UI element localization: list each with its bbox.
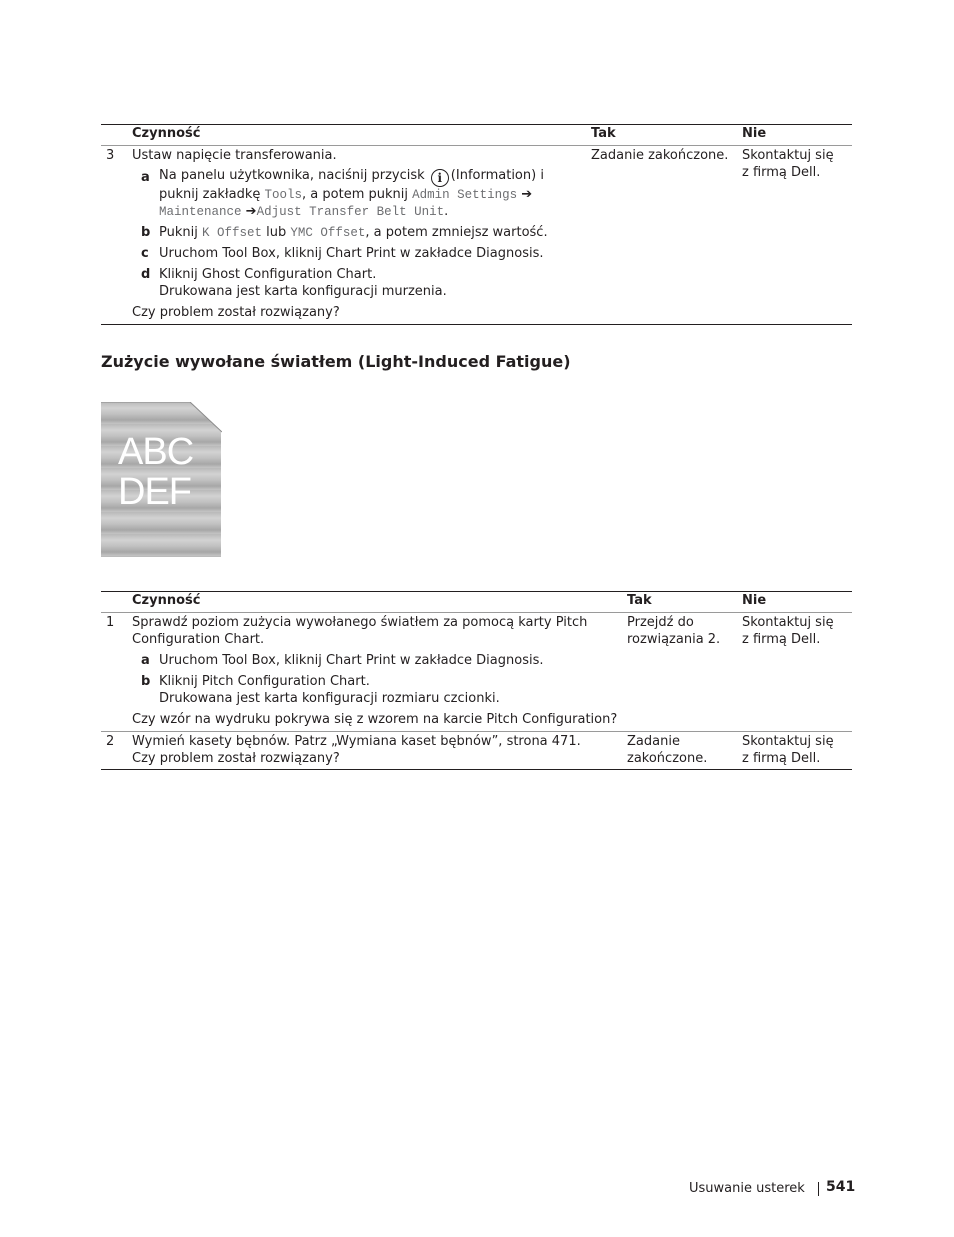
step-c-text: Uruchom [159,246,219,261]
arrow-right-icon: ➔ [521,187,533,202]
maintenance-name: Maintenance [159,205,242,219]
period: . [260,632,265,647]
period: . [539,246,544,261]
table-1-header-rule [101,145,852,146]
step-b-label: b [141,225,151,240]
ymc-offset-name: YMC Offset [290,226,366,240]
step-c-text: w zakładce [399,246,473,261]
step-a-line1 [159,167,544,187]
table-2-row1-no-line1: Skontaktuj się [742,615,834,630]
row1-step-b-line2: Drukowana jest karta konfiguracji rozmiaru czcionki. [159,691,500,706]
table-2-row2-no-line2: z firmą Dell. [742,751,821,766]
sample-text-line2: DEF [118,471,191,513]
step-c-line [159,245,544,262]
step-b-text: Kliknij [159,674,198,689]
step-a-line2 [159,186,532,204]
table-1-header-action: Czynność [132,126,201,141]
table-1-row-title: Ustaw napięcie transferowania. [132,148,337,163]
table-1-header-yes: Tak [591,126,616,141]
step-d-line2: Drukowana jest karta konfiguracji murzenia. [159,284,447,299]
information-label: Information [455,168,532,183]
table-2-header-action: Czynność [132,593,201,608]
table-2-top-rule [101,591,852,592]
step-a-text: , a potem puknij [302,187,408,202]
table-2-row2-yes-line2: zakończone. [627,751,708,766]
table-2-header-rule [101,612,852,613]
period: . [444,204,449,219]
table-2-row1-no-line2: z firmą Dell. [742,632,821,647]
step-a-text: Na panelu użytkownika, naciśnij przycisk [159,168,425,183]
table-2-header-yes: Tak [627,593,652,608]
pitch-configuration-chart-name: Pitch Configuration Chart [201,674,366,689]
diagnosis-name: Diagnosis [476,246,540,261]
arrow-right-icon: ➔ [245,204,257,219]
step-d-text: Kliknij [159,267,198,282]
step-c-text: , kliknij [275,246,322,261]
table-1-no-cell-line1: Skontaktuj się [742,148,834,163]
row1-step-a-label: a [141,653,150,668]
light-induced-fatigue-sample-image [101,402,222,558]
chart-print-name: Chart Print [325,653,396,668]
step-d-line1 [159,266,376,283]
footer-page-number: 541 [826,1179,856,1195]
pitch-name: Pitch [555,615,588,630]
step-a-text: Uruchom [159,653,219,668]
table-2-row2-number: 2 [106,734,115,749]
k-offset-name: K Offset [201,226,262,240]
step-b-text: lub [266,225,287,240]
ghost-configuration-chart-name: Ghost Configuration Chart [201,267,373,282]
step-b-line [159,224,548,242]
step-b-text: Puknij [159,225,198,240]
period: . [365,674,370,689]
table-2-row2-line2: Czy problem został rozwiązany? [132,751,340,766]
row1-step-b-line1 [159,673,370,690]
admin-settings-name: Admin Settings [412,188,518,202]
tool-box-name: Tool Box [222,246,276,261]
row1-text: Sprawdź poziom zużycia wywołanego światłem za pomocą karty [132,615,552,630]
adjust-transfer-belt-name: Adjust Transfer Belt Unit [256,205,445,219]
footer-separator [818,1182,819,1196]
row1-step-b-label: b [141,674,151,689]
row1-step-a-line [159,652,544,669]
step-a-label: a [141,170,150,185]
table-2-row-divider [101,731,852,732]
table-1-top-rule [101,124,852,125]
table-1-row-number: 3 [106,148,115,163]
table-2-row2-line1: Wymień kasety bębnów. Patrz „Wymiana kaset bębnów”, strona 471. [132,734,581,749]
step-c-label: c [141,246,149,261]
sample-text-line1: ABC [118,431,194,473]
step-d-label: d [141,267,151,282]
step-a-line3 [159,203,448,221]
period: . [372,267,377,282]
tools-tab-name: Tools [264,188,303,202]
step-a-text: puknij zakładkę [159,187,261,202]
table-2-row1-number: 1 [106,615,115,630]
step-b-text: , a potem zmniejsz wartość. [365,225,548,240]
footer-section-name: Usuwanie usterek [689,1181,805,1196]
section-title: Zużycie wywołane światłem (Light-Induced Fatigue) [101,352,571,371]
tool-box-name: Tool Box [222,653,276,668]
step-a-text: , kliknij [275,653,322,668]
table-2-row1-line1 [132,614,587,631]
chart-print-name: Chart Print [325,246,396,261]
table-1-bottom-rule [101,324,852,325]
table-2-row2-no-line1: Skontaktuj się [742,734,834,749]
step-a-text: w zakładce [399,653,473,668]
table-2-row1-question: Czy wzór na wydruku pokrywa się z wzorem na karcie Pitch Configuration? [132,712,618,727]
table-1-no-cell-line2: z firmą Dell. [742,165,821,180]
table-1-yes-cell: Zadanie zakończone. [591,148,729,163]
configuration-chart-name: Configuration Chart [132,632,261,647]
paren: ) i [531,168,544,183]
table-1-question: Czy problem został rozwiązany? [132,305,340,320]
paren: ( [450,168,456,183]
table-2-row1-yes-line2: rozwiązania 2. [627,632,721,647]
table-2-bottom-rule [101,769,852,770]
diagnosis-name: Diagnosis [476,653,540,668]
table-1-header-no: Nie [742,126,767,141]
table-2-row2-yes-line1: Zadanie [627,734,680,749]
table-2-row1-yes-line1: Przejdź do [627,615,694,630]
table-2-header-no: Nie [742,593,767,608]
table-2-row1-line2 [132,631,264,648]
information-icon: i [431,169,449,187]
period: . [539,653,544,668]
